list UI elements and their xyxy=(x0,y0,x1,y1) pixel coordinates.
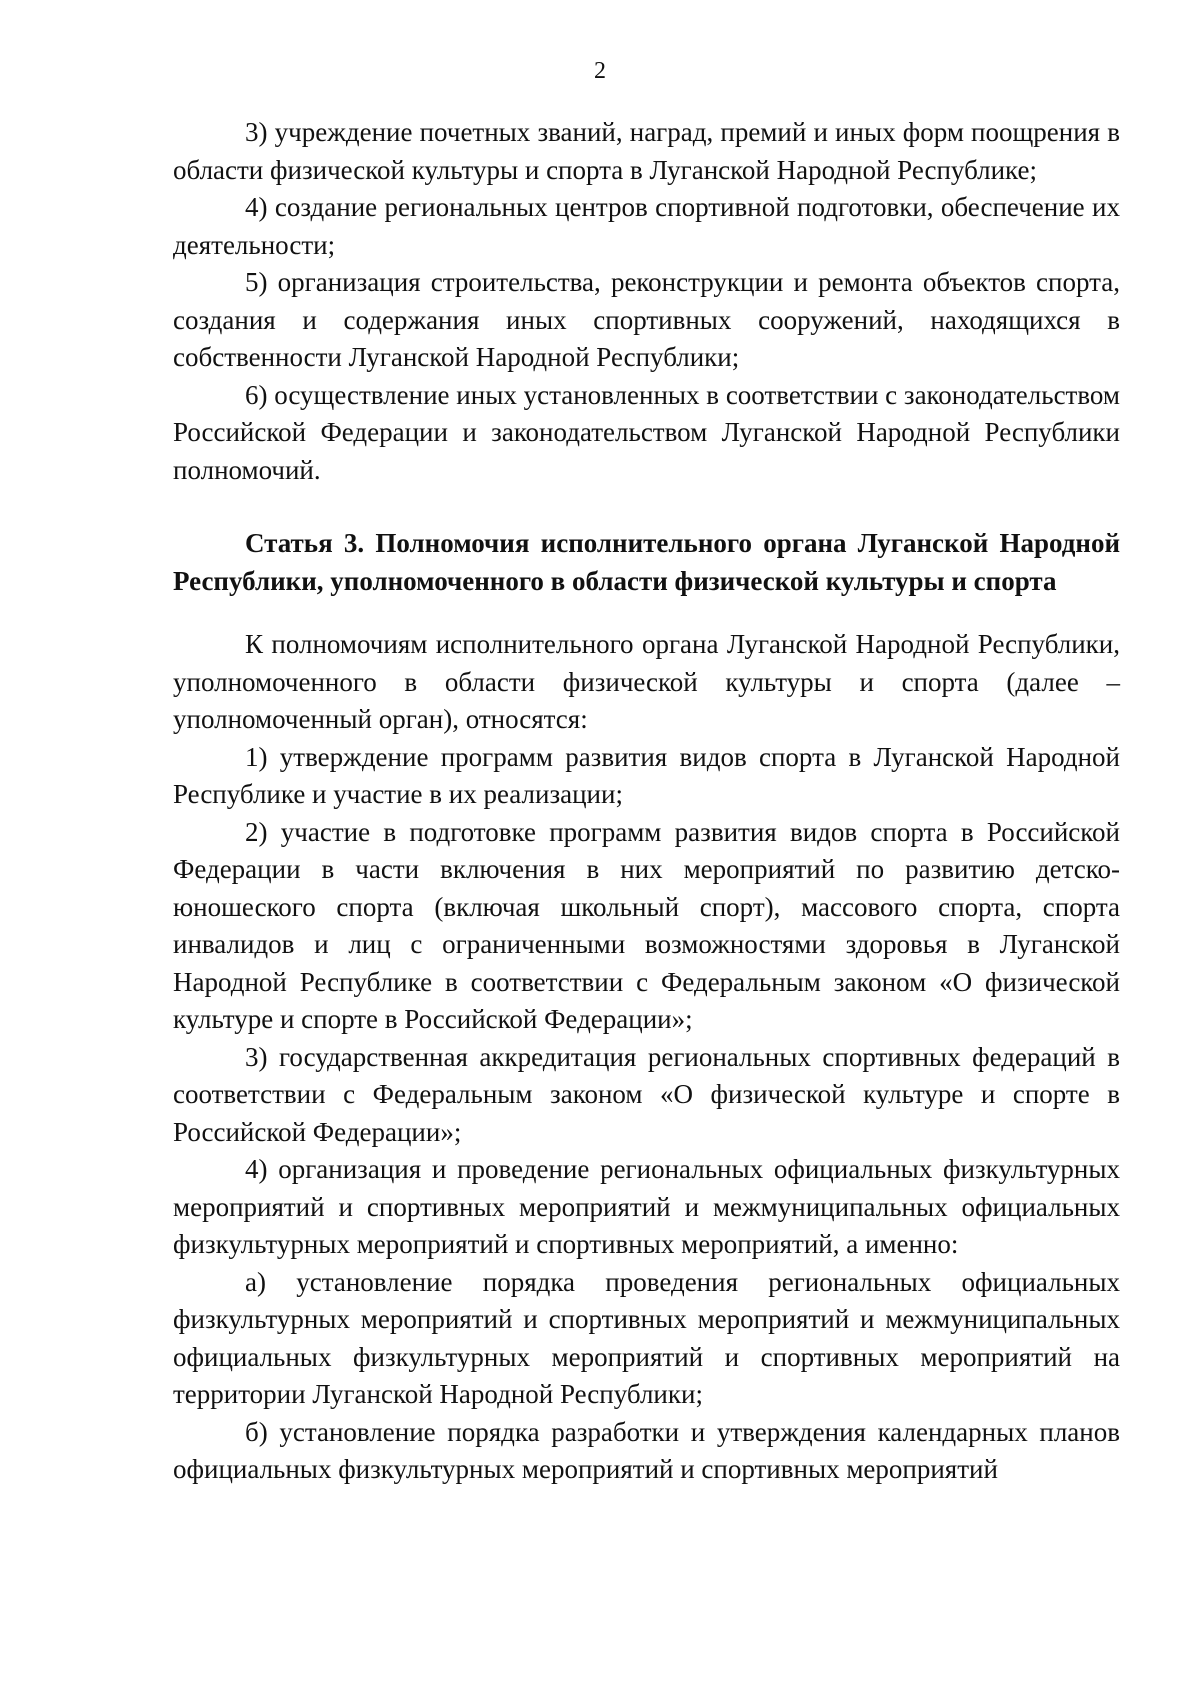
paragraph-item-4: 4) создание региональных центров спортивной подготовки, обеспечение их деятельности; xyxy=(173,192,1120,260)
article-item-4: 4) организация и проведение региональных официальных физкультурных мероприятий и спортивных мероприятий и межмуниципальных официальных физкультурных мероприятий и спортивных мероприятий, а именно: xyxy=(173,1154,1120,1259)
article-item-1: 1) утверждение программ развития видов спорта в Луганской Народной Республике и участие в их реализации; xyxy=(173,741,1120,809)
paragraph-item-5: 5) организация строительства, реконструкции и ремонта объектов спорта, создания и содержания иных спортивных сооружений, находящихся в собственности Луганской Народной Республики; xyxy=(173,267,1120,372)
article-subitem-b: б) установление порядка разработки и утверждения календарных планов официальных физкультурных мероприятий и спортивных мероприятий xyxy=(173,1416,1120,1484)
article-subitem-a: а) установление порядка проведения региональных официальных физкультурных мероприятий и спортивных мероприятий и межмуниципальных официальных физкультурных мероприятий и спортивных мероприятий на территории Луганской Народной Республики; xyxy=(173,1266,1120,1409)
paragraph-item-3: 3) учреждение почетных званий, наград, премий и иных форм поощрения в области физической культуры и спорта в Луганской Народной Республике; xyxy=(173,117,1120,185)
page-number: 2 xyxy=(594,58,606,84)
article-item-2: 2) участие в подготовке программ развития видов спорта в Российской Федерации в части включения в них мероприятий по развитию детско-юношеского спорта (включая школьный спорт), массового спорта, спорта инвалидов и лиц с ограниченными возможностями здоровья в Луганской Народной Республике в соответствии с Федеральным законом «О физической культуре и спорте в Российской Федерации»; xyxy=(173,816,1120,1034)
paragraph-item-6: 6) осуществление иных установленных в соответствии с законодательством Российской Федерации и законодательством Луганской Народной Республики полномочий. xyxy=(173,379,1120,485)
document-body xyxy=(173,114,1120,1489)
article-intro-paragraph: К полномочиям исполнительного органа Луганской Народной Республики, уполномоченного в области физической культуры и спорта (далее – уполномоченный орган), относятся: xyxy=(173,629,1120,734)
article-item-3: 3) государственная аккредитация региональных спортивных федераций в соответствии с Федеральным законом «О физической культуре и спорте в Российской Федерации»; xyxy=(173,1041,1120,1147)
article-heading: Статья 3. Полномочия исполнительного органа Луганской Народной Республики, уполномоченного в области физической культуры и спорта xyxy=(173,528,1120,596)
